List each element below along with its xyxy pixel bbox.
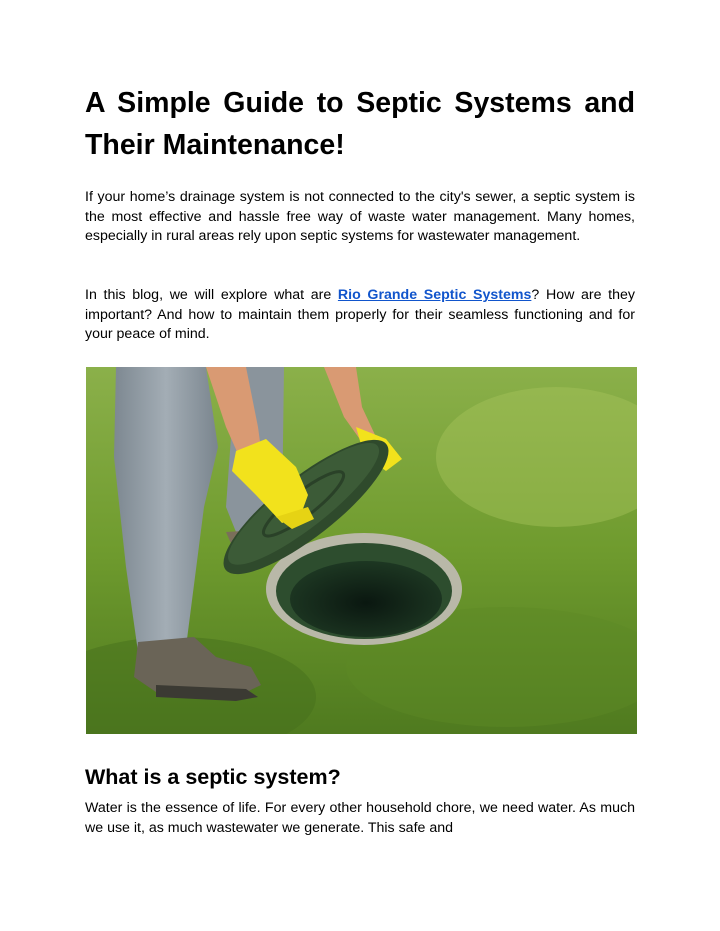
- section-paragraph: Water is the essence of life. For every other household chore, we need water. As much we use it, as much wastewater we generate. This safe and: [85, 800, 635, 836]
- blog-paragraph: [85, 286, 635, 345]
- intro-paragraph: If your home’s drainage system is not connected to the city's sewer, a septic system is the most effective and hassle free way of waste water management. Many homes, especially in rural areas rely upon septic systems for wastewater management.: [85, 189, 635, 245]
- septic-tank-photo: [86, 367, 637, 734]
- blog-paragraph-end: ? How are they important? And how to maintain them properly for their seamless functioning and for your peace of mind.: [85, 287, 635, 343]
- blog-paragraph-start: In this blog, we will explore what are: [85, 287, 338, 303]
- page-title: A Simple Guide to Septic Systems and Their Maintenance!: [85, 87, 635, 161]
- rio-grande-septic-link[interactable]: Rio Grande Septic Systems: [337, 287, 532, 303]
- section-heading: What is a septic system?: [85, 765, 341, 789]
